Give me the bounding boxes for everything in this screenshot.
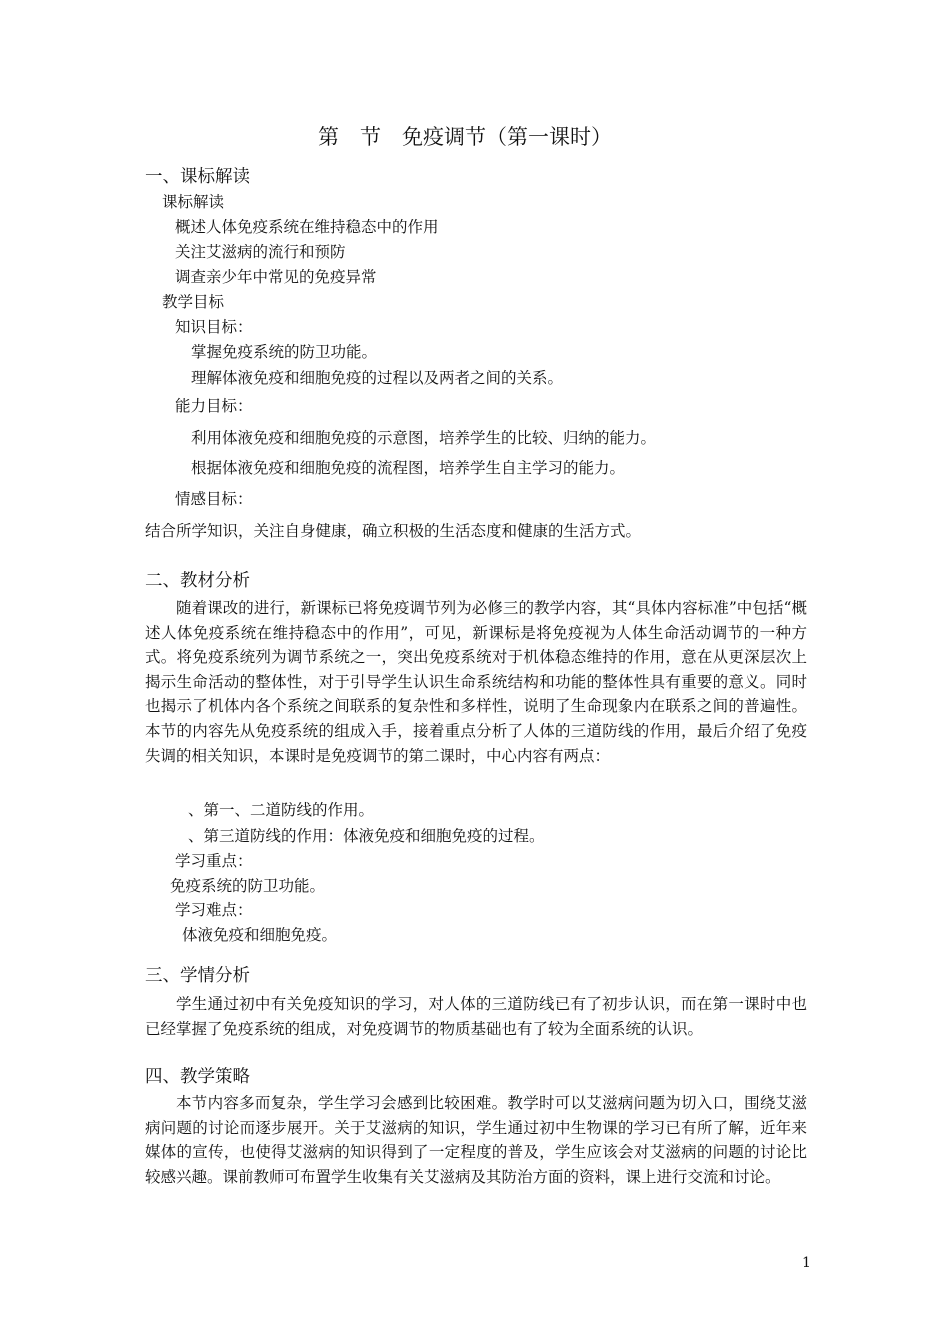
subheading-curriculum: 课标解读 [162,193,225,211]
ability-goal-label: 能力目标： [175,397,253,415]
section-heading-1: 一、课标解读 [145,167,250,187]
curriculum-item: 关注艾滋病的流行和预防 [175,243,346,261]
knowledge-goal-item: 掌握免疫系统的防卫功能。 [191,343,378,361]
content-point-2: 、第三道防线的作用：体液免疫和细胞免疫的过程。 [188,827,545,845]
key-point-text: 免疫系统的防卫功能。 [170,877,326,895]
section-heading-4: 四、教学策略 [145,1067,250,1087]
student-analysis-paragraph: 学生通过初中有关免疫知识的学习，对人体的三道防线已有了初步认识，而在第一课时中也已经掌握了免疫系统的组成，对免疫调节的物质基础也有了较为全面系统的认识。 [145,995,807,1038]
page-title: 第 节 免疫调节（第一课时） [318,125,612,149]
section-heading-2: 二、教材分析 [145,571,250,591]
knowledge-goal-label: 知识目标： [175,318,253,336]
ability-goal-item: 根据体液免疫和细胞免疫的流程图，培养学生自主学习的能力。 [191,459,626,477]
content-point-1: 、第一、二道防线的作用。 [188,801,375,819]
ability-goal-item: 利用体液免疫和细胞免疫的示意图，培养学生的比较、归纳的能力。 [191,429,657,447]
difficulty-text: 体液免疫和细胞免疫。 [182,926,338,944]
section-heading-3: 三、学情分析 [145,966,250,986]
emotion-goal-label: 情感目标： [175,490,253,508]
subheading-goals: 教学目标 [162,293,225,311]
page-number: 1 [802,1255,811,1271]
material-analysis-paragraph: 随着课改的进行，新课标已将免疫调节列为必修三的教学内容，其“具体内容标准”中包括“概述人体免疫系统在维持稳态中的作用”，可见，新课标是将免疫视为人体生命活动调节的一种方式。将免疫系统列为调节系统之一，突出免疫系统对于机体稳态维持的作用，意在从更深层次上揭示生命活动的整体性，对于引导学生认识生命系统结构和功能的整体性具有重要的意义。同时也揭示了机体内各个系统之间联系的复杂性和多样性，说明了生命现象内在联系之间的普遍性。本节的内容先从免疫系统的组成入手，接着重点分析了人体的三道防线的作用，最后介绍了免疫失调的相关知识，本课时是免疫调节的第二课时，中心内容有两点： [145,599,807,765]
curriculum-item: 概述人体免疫系统在维持稳态中的作用 [175,218,439,236]
key-point-label: 学习重点： [175,852,253,870]
knowledge-goal-item: 理解体液免疫和细胞免疫的过程以及两者之间的关系。 [191,369,564,387]
emotion-goal-text: 结合所学知识，关注自身健康，确立积极的生活态度和健康的生活方式。 [145,522,642,540]
curriculum-item: 调查亲少年中常见的免疫异常 [175,268,377,286]
teaching-strategy-paragraph: 本节内容多而复杂，学生学习会感到比较困难。教学时可以艾滋病问题为切入口，围绕艾滋病问题的讨论而逐步展开。关于艾滋病的知识，学生通过初中生物课的学习已有所了解，近年来媒体的宣传，也使得艾滋病的知识得到了一定程度的普及，学生应该会对艾滋病的问题的讨论比较感兴趣。课前教师可布置学生收集有关艾滋病及其防治方面的资料，课上进行交流和讨论。 [145,1094,807,1186]
difficulty-label: 学习难点： [175,901,253,919]
